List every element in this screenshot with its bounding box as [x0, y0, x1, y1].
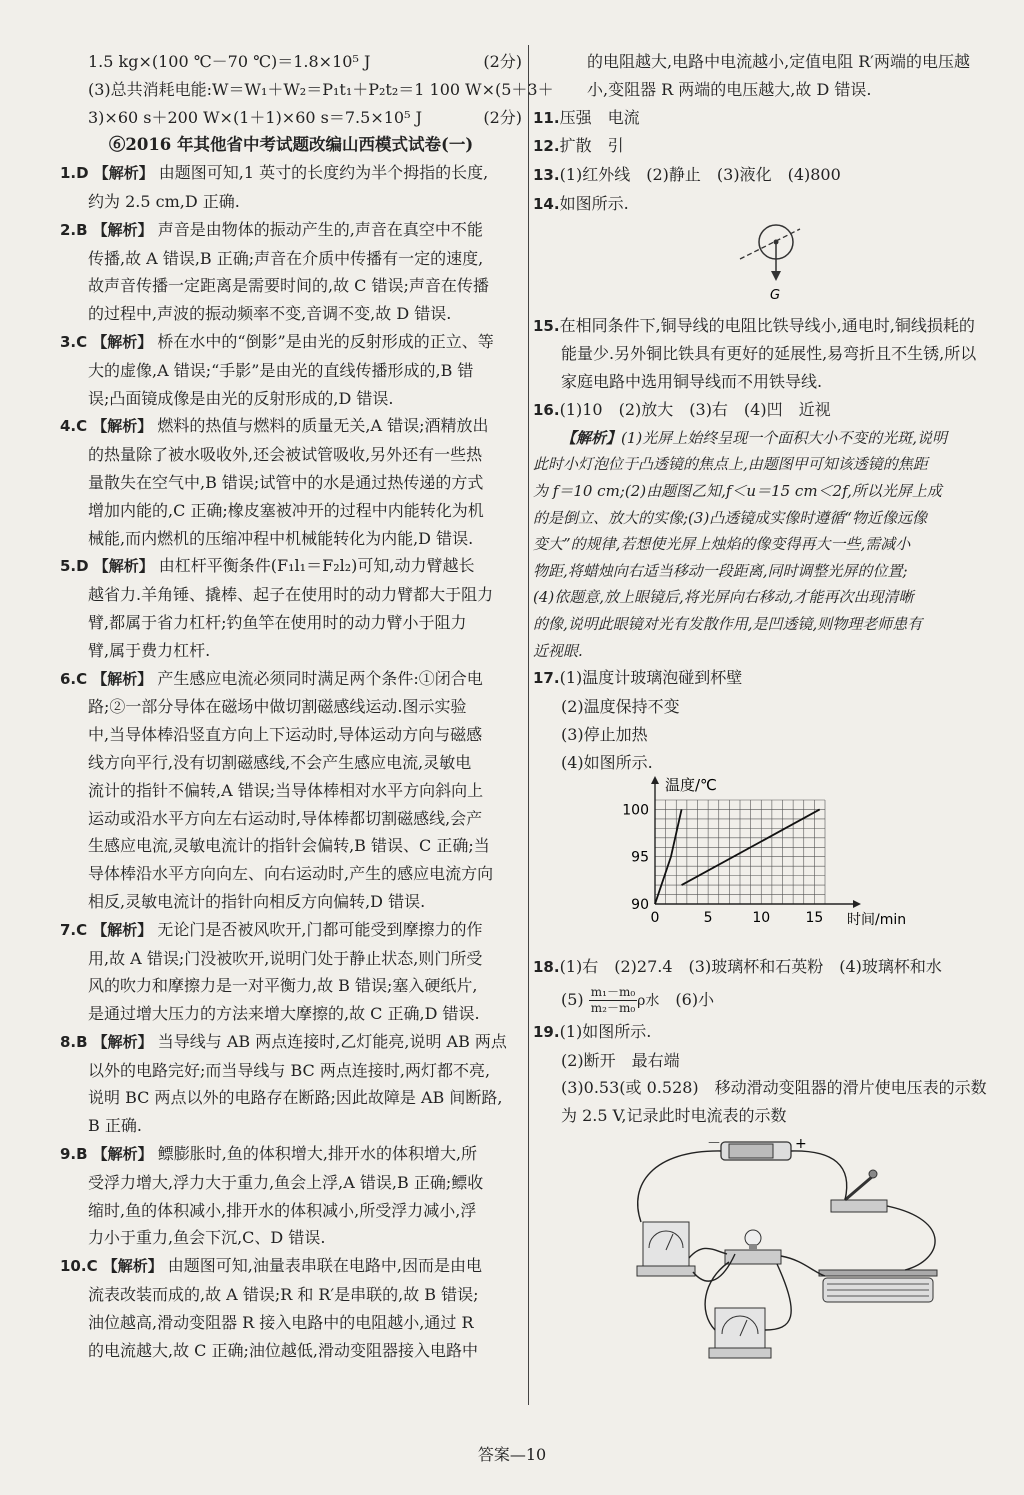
analysis-tag: 【解析】: [92, 417, 153, 436]
q16-analysis-line: (4)依题意,放上眼镜后,将光屏向右移动,才能再次出现清晰: [533, 588, 914, 607]
question-2-line: 传播,故 A 错误,B 正确;声音在介质中传播有一定的速度,: [88, 248, 484, 268]
question-10: 10.C 【解析】 由题图可知,油量表串联在电路中,因而是由电: [60, 1256, 482, 1276]
q19: 19.(1)如图所示.: [533, 1021, 652, 1041]
q16-analysis-line: 的像,说明此眼镜对光有发散作用,是凹透镜,则物理老师患有: [533, 614, 923, 633]
question-number: 5.D: [60, 557, 89, 576]
calc-line-2: (3)总共消耗电能:W＝W₁＋W₂＝P₁t₁＋P₂t₂＝1 100 W×(5＋3＋: [88, 79, 554, 99]
question-3-line: 大的虚像,A 错误;“手影”是由光的直线传播形成的,B 错: [88, 360, 474, 380]
y-axis-label: 温度/℃: [665, 776, 717, 795]
right-column: [533, 48, 987, 1369]
question-2-line: 故声音传播一定距离是需要时间的,故 C 错误;声音在传播: [88, 276, 489, 296]
question-number: 8.B: [60, 1032, 88, 1051]
q15: 15.在相同条件下,铜导线的电阻比铁导线小,通电时,铜线损耗的: [533, 315, 975, 335]
analysis-tag: 【解析】: [93, 164, 154, 183]
q12: 12.扩散 引: [533, 136, 624, 156]
q16-analysis-line: 近视眼.: [533, 641, 583, 660]
question-9-line: 受浮力增大,浮力大于重力,鱼会上浮,A 错误,B 正确;鳔收: [88, 1172, 484, 1192]
question-4-line: 械能,而内燃机的压缩冲程中机械能转化为内能,D 错误.: [88, 528, 474, 548]
question-4: 4.C 【解析】 燃料的热值与燃料的质量无关,A 错误;酒精放出: [60, 416, 489, 436]
q16-analysis-line: 此时小灯泡位于凸透镜的焦点上,由题图甲可知该透镜的焦距: [533, 455, 928, 474]
question-number: 10.C: [60, 1257, 98, 1276]
q18: 18.(1)右 (2)27.4 (3)玻璃杯和石英粉 (4)玻璃杯和水: [533, 957, 942, 977]
question-3: 3.C 【解析】 桥在水中的“倒影”是由光的反射形成的正立、等: [60, 331, 494, 351]
q17-item-3: (3)停止加热: [561, 724, 648, 744]
q16: 16.(1)10 (2)放大 (3)右 (4)凹 近视: [533, 399, 831, 419]
battery-minus: －: [707, 1136, 721, 1153]
question-number: 9.B: [60, 1145, 88, 1164]
question-number: 7.C: [60, 920, 88, 939]
question-1-line: 约为 2.5 cm,D 正确.: [88, 191, 240, 211]
y-tick-label: 95: [631, 850, 649, 867]
q19-item-2: (2)断开 最右端: [561, 1050, 680, 1070]
analysis-tag: 【解析】: [92, 920, 153, 939]
q10-cont-2: 小,变阻器 R 两端的电压越大,故 D 错误.: [587, 79, 872, 99]
question-6-line: 导体棒沿水平方向向左、向右运动时,产生的感应电流方向: [88, 864, 494, 884]
analysis-tag: 【解析】: [102, 1257, 163, 1276]
q15-line-2: 能量少.另外铜比铁具有更好的延展性,易弯折且不生锈,所以: [561, 344, 977, 364]
question-9-line: 缩时,鱼的体积减小,排开水的体积减小,所受浮力减小,浮: [88, 1200, 477, 1220]
question-8-line: 以外的电路完好;而当导线与 BC 两点连接时,两灯都不亮,: [88, 1060, 491, 1080]
fraction-numerator: m₁－m₀: [590, 984, 636, 999]
question-6: 6.C 【解析】 产生感应电流必须同时满足两个条件:①闭合电: [60, 668, 483, 688]
question-number: 3.C: [60, 332, 88, 351]
q19-item-4: 为 2.5 V,记录此时电流表的示数: [561, 1106, 787, 1126]
column-divider: [528, 45, 529, 1405]
analysis-tag: 【解析】: [92, 669, 153, 688]
y-axis-arrow: [651, 776, 659, 784]
calc-line-1: 1.5 kg×(100 ℃－70 ℃)＝1.8×10⁵ J (2分): [88, 52, 522, 71]
x-tick-label: 0: [650, 910, 660, 927]
y-tick-label: 100: [622, 802, 649, 819]
question-6-line: 中,当导体棒沿竖直方向上下运动时,导体运动方向与磁感: [88, 725, 483, 745]
q17: 17.(1)温度计玻璃泡碰到杯壁: [533, 668, 743, 688]
question-5-line: 越省力.羊角锤、撬棒、起子在使用时的动力臂都大于阻力: [88, 585, 494, 605]
fraction-denominator: m₂－m₀: [590, 1000, 636, 1015]
q16-analysis-line: 变大”的规律,若想使光屏上烛焰的像变得再大一些,需减小: [533, 535, 911, 554]
q17-item-4: (4)如图所示.: [561, 752, 653, 772]
question-10-line: 的电流越大,故 C 正确;油位越低,滑动变阻器接入电路中: [88, 1340, 478, 1360]
question-2-line: 的过程中,声波的振动频率不变,音调不变,故 D 错误.: [88, 304, 452, 324]
question-8-line: 说明 BC 两点以外的电路存在断路;因此故障是 AB 间断路,: [88, 1088, 503, 1108]
question-7: 7.C 【解析】 无论门是否被风吹开,门都可能受到摩擦力的作: [60, 919, 483, 939]
question-6-line: 流计的指针不偏转,A 错误;当导体棒相对水平方向斜向上: [88, 780, 484, 800]
question-6-line: 线方向平行,没有切割磁感线,不会产生感应电流,灵敏电: [88, 752, 472, 772]
question-5-line: 臂,属于费力杠杆.: [88, 640, 211, 660]
question-4-line: 增加内能的,C 正确;橡皮塞被冲开的过程中内能转化为机: [88, 500, 484, 520]
question-10-line: 油位越高,滑动变阻器 R 接入电路中的电阻越小,通过 R: [88, 1312, 474, 1332]
q16-analysis-line: 物距,将蜡烛向右适当移动一段距离,同时调整光屏的位置;: [533, 561, 908, 580]
question-8: 8.B 【解析】 当导线与 AB 两点连接时,乙灯能亮,说明 AB 两点: [60, 1031, 507, 1051]
force-diagram: [533, 219, 973, 303]
calc-line-3: 3)×60 s＋200 W×(1＋1)×60 s＝7.5×10⁵ J (2分): [88, 107, 522, 127]
question-list: [60, 159, 522, 1364]
question-7-line: 用,故 A 错误;门没被吹开,说明门处于静止状态,则门所受: [88, 948, 483, 968]
q16-analysis: [533, 451, 973, 664]
x-tick-label: 5: [703, 910, 713, 927]
question-number: 4.C: [60, 417, 88, 436]
analysis-tag: 【解析】: [92, 220, 153, 239]
section-title: ⑥2016 年其他省中考试题改编山西模式试卷(一): [108, 135, 474, 155]
question-4-line: 的热量除了被水吸收外,还会被试管吸收,另外还有一些热: [88, 445, 483, 465]
q18-line-2: (5) $\frac{\text{m₁－m₀}}{\text{m₂－m₀}}$ ρ水 (6)小: [561, 984, 715, 1015]
analysis-tag: 【解析】: [93, 557, 154, 576]
x-tick-label: 10: [752, 910, 771, 927]
y-tick-label: 90: [631, 897, 649, 914]
page-footer: 答案—10: [477, 1445, 547, 1464]
q16-analysis-line: 为 f＝10 cm;(2)由题图乙知,f＜u＝15 cm＜2f,所以光屏上成: [533, 481, 942, 500]
question-number: 2.B: [60, 220, 88, 239]
question-1: 1.D 【解析】 由题图可知,1 英寸的长度约为半个拇指的长度,: [60, 163, 489, 183]
question-3-line: 误;凸面镜成像是由光的反射形成的,D 错误.: [88, 388, 394, 408]
question-7-line: 是通过增大压力的方法来增大摩擦的,故 C 正确,D 错误.: [88, 1004, 480, 1024]
left-column: [60, 48, 554, 1364]
analysis-tag: 【解析】: [92, 1145, 153, 1164]
q11: 11.压强 电流: [533, 107, 640, 127]
question-9-line: 力小于重力,鱼会下沉,C、D 错误.: [88, 1228, 326, 1248]
question-8-line: B 正确.: [88, 1116, 142, 1136]
battery-plus: +: [795, 1136, 807, 1153]
q16-analysis-1: 【解析】(1)光屏上始终呈现一个面积大小不变的光斑,说明: [561, 428, 948, 447]
question-6-line: 路;②一部分导体在磁场中做切割磁感线运动.图示实验: [88, 697, 467, 717]
question-number: 6.C: [60, 669, 88, 688]
q14: 14.如图所示.: [533, 193, 629, 213]
q10-cont-1: 的电阻越大,电路中电流越小,定值电阻 R′两端的电压越: [587, 52, 970, 71]
analysis-tag: 【解析】: [92, 332, 153, 351]
circuit-diagram: [533, 1130, 973, 1360]
gravity-label: G: [770, 287, 781, 303]
question-10-line: 流表改装而成的,故 A 错误;R 和 R′是串联的,故 B 错误;: [88, 1285, 479, 1305]
x-axis-label: 时间/min: [847, 912, 907, 929]
question-5-line: 臂,都属于省力杠杆;钓鱼竿在使用时的动力臂小于阻力: [88, 612, 467, 632]
question-2: 2.B 【解析】 声音是由物体的振动产生的,声音在真空中不能: [60, 219, 483, 239]
question-5: 5.D 【解析】 由杠杆平衡条件(F₁l₁＝F₂l₂)可知,动力臂越长: [60, 556, 475, 576]
question-6-line: 运动或沿水平方向左右运动时,导体棒都切割磁感线,会产: [88, 808, 483, 828]
question-4-line: 量散失在空气中,B 错误;试管中的水是通过热传递的方式: [88, 472, 484, 492]
question-9: 9.B 【解析】 鳔膨胀时,鱼的体积增大,排开水的体积增大,所: [60, 1144, 478, 1164]
q16-analysis-line: 的是倒立、放大的实像;(3)凸透镜成实像时遵循“物近像远像: [533, 508, 927, 527]
q13: 13.(1)红外线 (2)静止 (3)液化 (4)800: [533, 165, 841, 185]
temperature-chart: [533, 776, 973, 944]
q15-line-3: 家庭电路中选用铜导线而不用铁导线.: [561, 372, 823, 392]
question-number: 1.D: [60, 164, 89, 183]
analysis-tag: 【解析】: [92, 1032, 153, 1051]
question-6-line: 生感应电流,灵敏电流计的指针会偏转,B 错误、C 正确;当: [88, 836, 490, 856]
question-6-line: 相反,灵敏电流计的指针向相反方向偏转,D 错误.: [88, 891, 426, 911]
x-tick-label: 15: [805, 910, 824, 927]
q17-item-2: (2)温度保持不变: [561, 696, 680, 716]
x-axis-arrow: [853, 900, 861, 908]
q19-item-3: (3)0.53(或 0.528) 移动滑动变阻器的滑片使电压表的示数: [561, 1078, 987, 1098]
question-7-line: 风的吹力和摩擦力是一对平衡力,故 B 错误;塞入硬纸片,: [88, 976, 478, 996]
